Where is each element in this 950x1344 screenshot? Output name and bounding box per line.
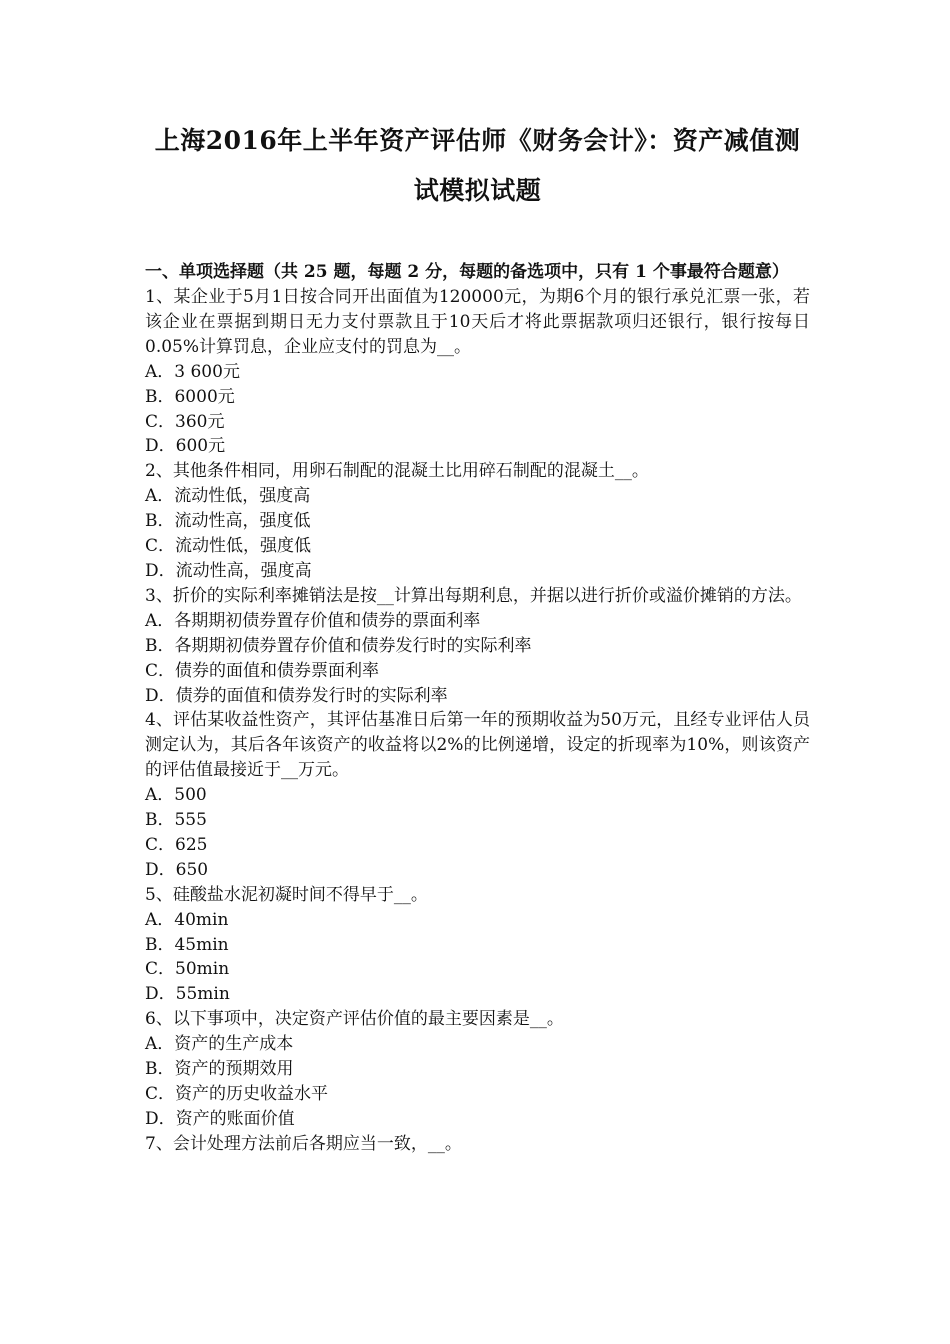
question-2 bbox=[145, 459, 810, 584]
section-heading: 一、单项选择题（共 25 题，每题 2 分，每题的备选项中，只有 1 个事最符合题意） bbox=[145, 262, 789, 282]
title-line-2: 试模拟试题 bbox=[413, 176, 542, 205]
question-stem: 7、会计处理方法前后各期应当一致，__。 bbox=[145, 1133, 462, 1154]
document-title bbox=[145, 0, 810, 216]
answer-option: C．50min bbox=[145, 959, 230, 980]
question-4 bbox=[145, 708, 810, 882]
answer-option: B．各期期初债券置存价值和债券发行时的实际利率 bbox=[145, 635, 532, 656]
answer-option: D．债券的面值和债券发行时的实际利率 bbox=[145, 685, 448, 706]
title-line-1: 上海2016年上半年资产评估师《财务会计》：资产减值测 bbox=[154, 126, 801, 155]
answer-option: A．流动性低，强度高 bbox=[145, 486, 311, 507]
question-1 bbox=[145, 285, 810, 459]
question-7 bbox=[145, 1132, 810, 1157]
answer-option: B．555 bbox=[145, 810, 207, 831]
answer-option: A．各期期初债券置存价值和债券的票面利率 bbox=[145, 610, 481, 631]
answer-option: D．55min bbox=[145, 984, 230, 1005]
question-stem: 3、折价的实际利率摊销法是按__计算出每期利息，并据以进行折价或溢价摊销的方法。 bbox=[145, 585, 802, 606]
answer-option: D．650 bbox=[145, 859, 209, 880]
answer-option: D．资产的账面价值 bbox=[145, 1108, 295, 1129]
document-page bbox=[145, 0, 810, 1157]
question-stem: 1、某企业于5月1日按合同开出面值为120000元，为期6个月的银行承兑汇票一张，若该企业在票据到期日无力支付票款且于10天后才将此票据款项归还银行，银行按每日 0.05%计算罚息，企业应支付的罚息为__。 bbox=[145, 287, 810, 357]
answer-option: B．6000元 bbox=[145, 386, 235, 407]
question-stem: 4、评估某收益性资产，其评估基准日后第一年的预期收益为50万元，且经专业评估人员测定认为，其后各年该资产的收益将以2%的比例递增，设定的折现率为10%，则该资产的评估值最接近于__万元。 bbox=[145, 710, 810, 781]
answer-option: B．流动性高，强度低 bbox=[145, 511, 311, 532]
answer-option: C．流动性低，强度低 bbox=[145, 536, 312, 557]
answer-option: C．625 bbox=[145, 834, 208, 855]
question-list bbox=[145, 285, 810, 1157]
answer-option: D．流动性高，强度高 bbox=[145, 560, 312, 581]
answer-option: D．600元 bbox=[145, 436, 226, 457]
answer-option: B．45min bbox=[145, 934, 229, 955]
answer-option: A．3 600元 bbox=[145, 361, 240, 382]
question-stem: 2、其他条件相同，用卵石制配的混凝土比用碎石制配的混凝土__。 bbox=[145, 461, 649, 482]
question-6 bbox=[145, 1007, 810, 1132]
answer-option: A．40min bbox=[145, 909, 229, 930]
answer-option: A．500 bbox=[145, 785, 207, 806]
answer-option: A．资产的生产成本 bbox=[145, 1034, 294, 1055]
question-stem: 5、硅酸盐水泥初凝时间不得早于__。 bbox=[145, 884, 428, 905]
answer-option: C．资产的历史收益水平 bbox=[145, 1084, 329, 1104]
question-stem: 6、以下事项中，决定资产评估价值的最主要因素是__。 bbox=[145, 1009, 564, 1030]
question-5 bbox=[145, 883, 810, 1008]
answer-option: B．资产的预期效用 bbox=[145, 1059, 294, 1080]
question-3 bbox=[145, 584, 810, 709]
answer-option: C．360元 bbox=[145, 411, 225, 432]
answer-option: C．债券的面值和债券票面利率 bbox=[145, 660, 380, 681]
